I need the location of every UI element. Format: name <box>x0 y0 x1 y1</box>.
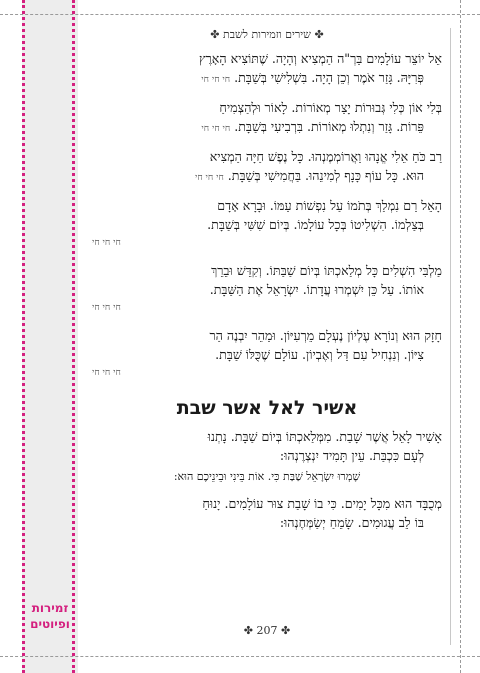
verse-4 <box>92 196 442 253</box>
verse-2 <box>92 98 442 139</box>
verse-3 <box>92 147 442 188</box>
verse-5-line-1: מַלְבִּי הִשְׁלִים כָּל מְלַאכְתּוֹ בְּיוֹם שַׁבַּתּוֹ. וְקִדֵּשׁ וּבֵרֵךְ <box>211 263 442 278</box>
running-header-text: שירים וזמירות לשבת <box>223 28 311 41</box>
section-tab <box>24 600 76 632</box>
chai-marker: חי חי חי <box>92 303 121 313</box>
verse-4-line-2: בְּצַלְמוֹ. הִשְׁלִיטוֹ בְּכָל עוֹלָמוֹ. בְּיוֹם שִׁשִּׁי בְּשַׁבָּת. <box>207 217 424 232</box>
chai-marker: חי חי חי <box>201 75 231 85</box>
dotted-border-inner <box>72 0 75 673</box>
dotted-border-outer <box>22 0 25 673</box>
chai-marker: חי חי חי <box>92 238 121 248</box>
verse-4-line-1: הָאֵל רַם נִמְלַךְ בְּתֹמוֹ עַל נִפְשׁוֹת עַמּוֹ. וּבָרָא אָדָם <box>217 198 442 213</box>
song2-stanza-1 <box>92 427 442 486</box>
verse-6 <box>92 326 442 383</box>
song2-stanza-1-line-1: אָשִׁיר לָאֵל אֲשֶׁר שָׁבַת. מִמְּלַאכְתּוֹ בְּיוֹם שַׁבָּת. נָתְנוּ <box>207 429 442 444</box>
frame-line-right <box>450 28 451 645</box>
running-header: ✤ שירים וזמירות לשבת ✤ <box>210 28 324 41</box>
page-content <box>92 22 442 652</box>
chai-marker: חי חי חי <box>92 368 121 378</box>
verse-5-line-2: אוֹתוֹ. עַל כֵּן יִשְׁמְרוּ עֲדָתוֹ. יִשְׂרָאֵל אֶת הַשַּׁבָּת. <box>209 282 424 297</box>
verse-6-line-2: צִיּוֹן. וְנִנְחִיל עִם דַּל וְאֶבְיוֹן. עוֹלָם שֶׁכֻּלּוֹ שַׁבָּת. <box>215 347 424 362</box>
verse-1 <box>92 49 442 90</box>
chai-marker: חי חי חי <box>195 173 224 183</box>
page-number-value: 207 <box>256 624 278 637</box>
verse-1-line-1: אֵל יוֹצֵר עוֹלָמִים בַּרְ"ה הַמְצִיא וְהָיָה. שֶׁתּוֹצִיא הָאָרֶץ <box>199 51 442 66</box>
page-number: ✤ 207 ✤ <box>243 624 291 637</box>
verse-5 <box>92 261 442 318</box>
verse-3-line-2: הוּא. כָּל עוֹף כָּנָף לְמִינֵהוּ. בַּחֲמִישִׁי בְּשַׁבָּת. <box>227 168 424 183</box>
section-tab-line2: ופיוטים <box>30 617 70 631</box>
verse-3-line-1: רַב כֹּחַ אֵלִי אֱנָהוּ וַאֲרוֹמְמֶנְהוּ. כָּל נֶפֶשׁ חַיָּה הַמְצִיא <box>209 149 442 164</box>
verse-6-line-1: חָזָק הוּא וְנוֹרָא עֶלְיוֹן נֶעְלָם מֵרְעִיּוֹן. וּמַהֵר יִבְנֶה הַר <box>209 328 442 343</box>
song2-stanza-1-line-2: לְעָם כִּכְבַּת. עֵין תָּמִיד יִנְצְרֶנְהוּ: <box>279 448 424 463</box>
song2-stanza-2-line-2: בּוֹ לֵב עֲגוּמִים. שָׂמֵחַ יְשַׂמְּחֶנְהוּ: <box>279 515 424 530</box>
chai-marker: חי חי חי <box>201 124 231 134</box>
verse-2-line-2: פֵּרוֹת. גָּזַר וְנִתְלוּ מְאוֹרוֹת. בִּרְבִיעִי בְּשַׁבָּת. <box>234 119 424 134</box>
cut-line-right <box>460 0 461 673</box>
section-tab-line1: זמירות <box>31 601 69 615</box>
verse-2-line-1: בְּלִי אוֹן כְּלִי גְּבוּרוֹת יָצַר מְאוֹרוֹת. לָאוֹר וּלְהַצְמִיחַ <box>219 100 442 115</box>
cut-line-top <box>0 14 480 15</box>
side-margin <box>22 0 78 673</box>
verse-1-line-2: פְּרִיָּהּ. גָּזַר אֹמֶר וְכֵן הָיָה. בִּשְׁלִישִׁי בְּשַׁבָּת. <box>234 70 424 85</box>
song-title: אשיר לאל אשר שבת <box>176 397 358 419</box>
song2-stanza-2 <box>92 494 442 532</box>
cut-line-bottom <box>0 656 480 657</box>
song2-stanza-2-line-1: מְכֻבָּד הוּא מִכָּל יָמִים. כִּי בוֹ שָׁבַת צוּר עוֹלָמִים. יָנוּחַ <box>202 496 442 511</box>
song2-refrain: שָׁמְרוּ יִשְׂרָאֵל שַׁבַּת כִּי. אוֹת בֵּינִי וּבֵינֵיכֶם הוּא: <box>173 470 361 483</box>
